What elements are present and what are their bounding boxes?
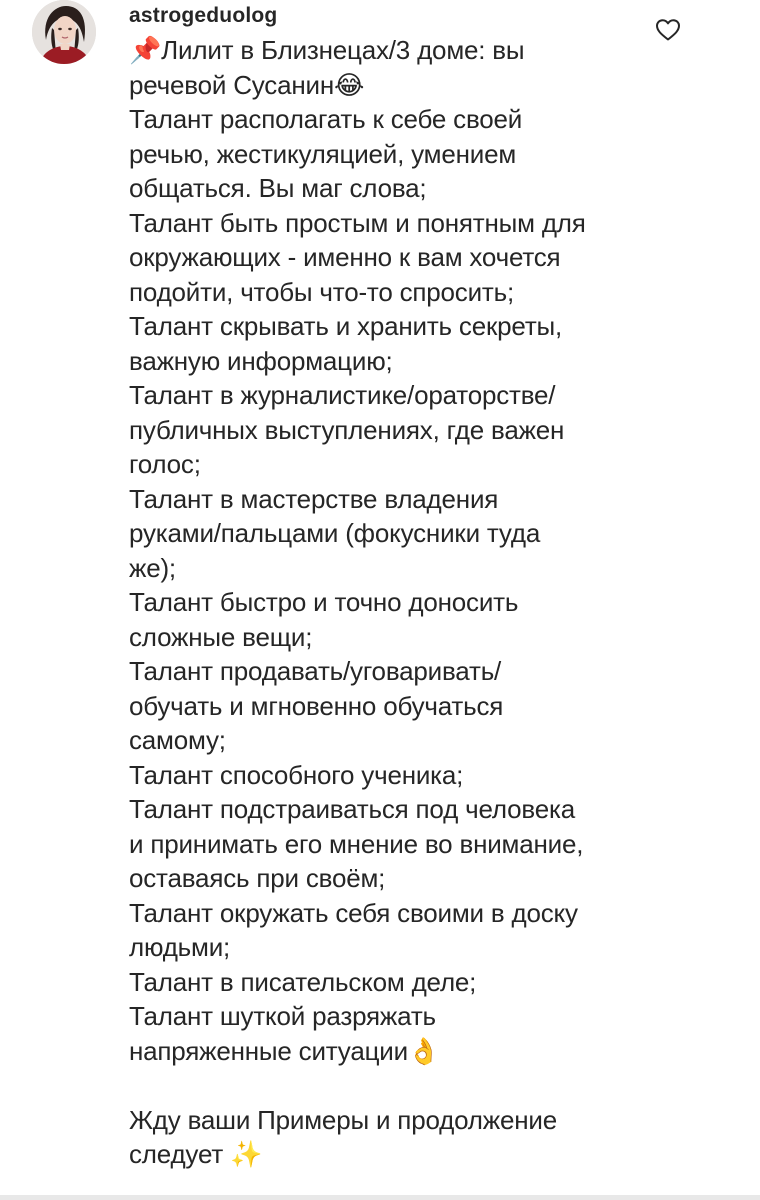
username[interactable]: astrogeduolog: [129, 4, 278, 27]
heart-outline-icon[interactable]: [655, 18, 681, 42]
avatar[interactable]: [32, 0, 96, 64]
comment-text: 📌Лилит в Близнецах/3 доме: вы речевой Сусанин😂 Талант располагать к себе своей речью, жестикуляцией, умением общаться. Вы маг слова; Талант быть простым и понятным для окружающих - именно к вам хочется подойти, чтобы что-то спросить; Талант скрывать и хранить секреты, важную информацию; Талант в журналистике/ораторстве/ публичных выступлениях, где важен голос; Талант в мастерстве владения руками/пальцами (фокусники туда же); Талант быстро и точно доносить сложные вещи; Талант продавать/уговаривать/ обучать и мгновенно обучаться самому; Талант способного ученика; Талант подстраиваться под человека и принимать его мнение во внимание, оставаясь при своём; Талант окружать себя своими в доску людьми; Талант в писательском деле; Талант шуткой разряжать напряженные ситуации👌 Жду ваши Примеры и продолжение следует ✨: [129, 35, 586, 1169]
divider: [0, 1195, 760, 1200]
